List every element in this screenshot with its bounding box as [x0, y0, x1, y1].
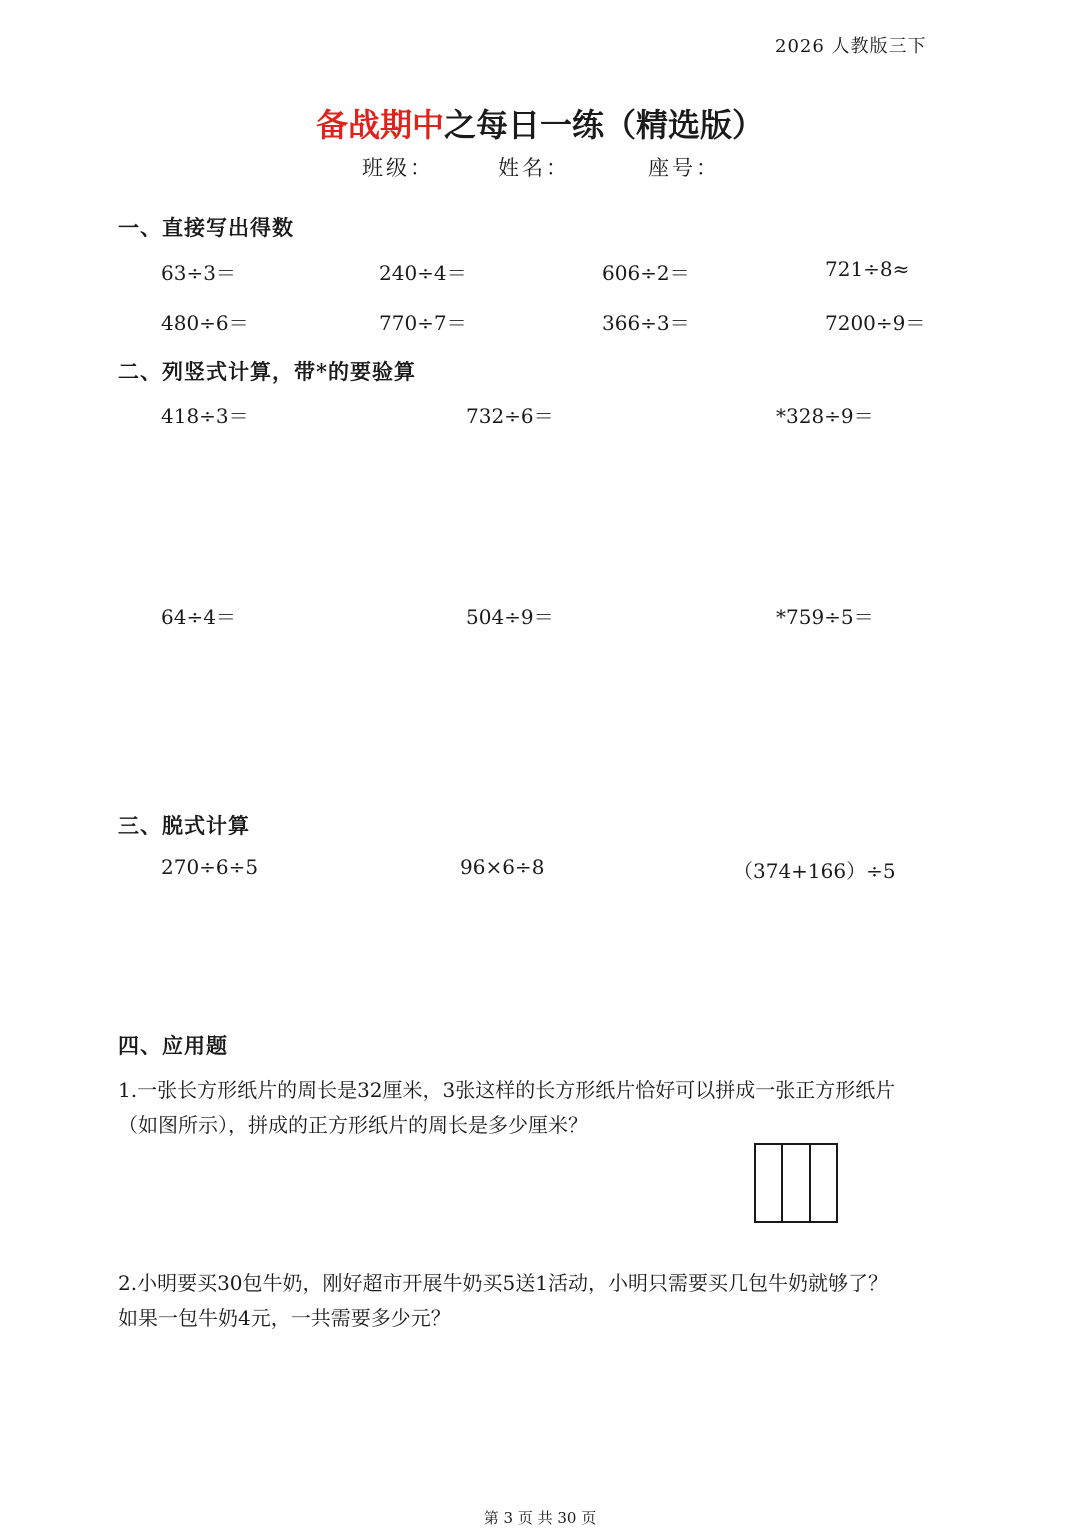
worksheet-title	[0, 100, 1080, 146]
problem-2-6: *759÷5＝	[776, 605, 874, 629]
question-1-line-2: （如图所示），拼成的正方形纸片的周长是多少厘米？	[118, 1113, 588, 1137]
question-2-line-1: 2.小明要买30包牛奶，刚好超市开展牛奶买5送1活动，小明只需要买几包牛奶就够了？	[118, 1271, 888, 1295]
question-2-line-2: 如果一包牛奶4元，一共需要多少元？	[118, 1306, 451, 1330]
class-label: 班级：	[362, 156, 434, 180]
problem-3-2: 96×6÷8	[460, 855, 545, 879]
problem-1-4: 721÷8≈	[825, 257, 910, 281]
section-4-heading: 四、应用题	[118, 1033, 228, 1058]
edition-tag: 2026 人教版三下	[775, 36, 927, 57]
problem-2-1: 418÷3＝	[161, 404, 249, 428]
square-made-of-three-rectangles-figure	[754, 1143, 838, 1223]
problem-2-3: *328÷9＝	[776, 404, 874, 428]
problem-2-5: 504÷9＝	[466, 605, 554, 629]
problem-1-6: 770÷7＝	[379, 311, 467, 335]
title-black-part: 之每日一练（精选版）	[444, 106, 765, 144]
question-1-line-1: 1.一张长方形纸片的周长是32厘米，3张这样的长方形纸片恰好可以拼成一张正方形纸片	[118, 1078, 896, 1102]
problem-1-1: 63÷3＝	[161, 261, 236, 285]
section-2-heading: 二、列竖式计算，带*的要验算	[118, 359, 416, 384]
problem-1-3: 606÷2＝	[602, 261, 690, 285]
rectangle-strip	[811, 1145, 836, 1221]
title-red-part: 备战期中	[315, 106, 444, 144]
name-label: 姓名：	[498, 156, 570, 180]
rectangle-strip	[783, 1145, 810, 1221]
problem-2-2: 732÷6＝	[466, 404, 554, 428]
problem-1-5: 480÷6＝	[161, 311, 249, 335]
problem-1-8: 7200÷9＝	[825, 311, 926, 335]
problem-1-2: 240÷4＝	[379, 261, 467, 285]
seat-label: 座号：	[648, 156, 720, 180]
rectangle-strip	[756, 1145, 783, 1221]
problem-3-1: 270÷6÷5	[161, 855, 259, 879]
problem-1-7: 366÷3＝	[602, 311, 690, 335]
problem-2-4: 64÷4＝	[161, 605, 236, 629]
section-3-heading: 三、脱式计算	[118, 813, 250, 838]
page-number: 第 3 页 共 30 页	[483, 1509, 597, 1527]
problem-3-3: （374+166）÷5	[733, 859, 896, 883]
section-1-heading: 一、直接写出得数	[118, 215, 294, 240]
